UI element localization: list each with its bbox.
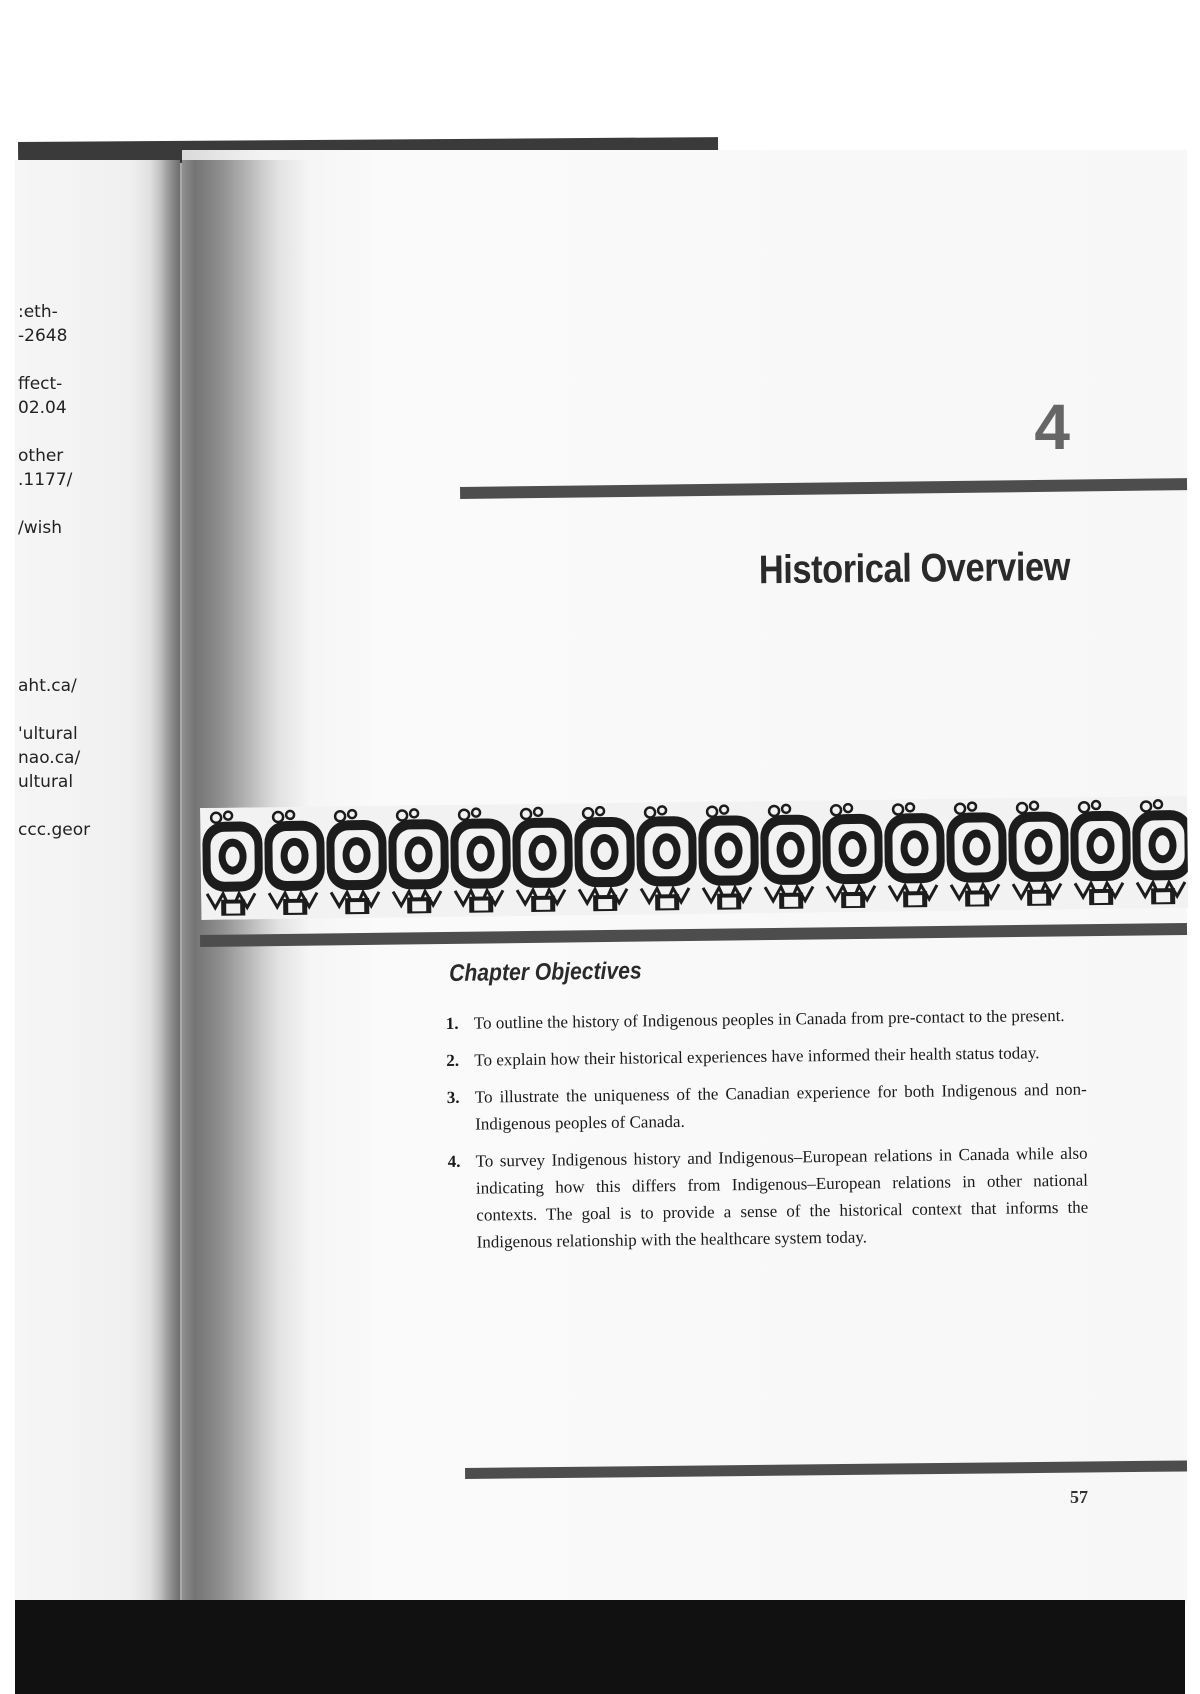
objective-item bbox=[446, 1039, 1086, 1074]
margin-fragment: .1177/ bbox=[18, 470, 73, 490]
chapter-title: Historical Overview bbox=[758, 545, 1071, 593]
objective-number: 2. bbox=[446, 1050, 460, 1070]
margin-fragment: /wish bbox=[18, 518, 62, 538]
margin-fragment: aht.ca/ bbox=[18, 676, 77, 696]
left-page-text-fragments bbox=[18, 300, 108, 842]
objective-number: 4. bbox=[447, 1151, 461, 1171]
objective-text: To survey Indigenous history and Indigenous–European relations in Canada while also indicating how this differs from Indigenous–European relations in other national contexts. The goal is to provide a sense of the historical context that informs the Indigenous relationship with the healthcare system today. bbox=[475, 1143, 1089, 1252]
margin-fragment: 'ultural bbox=[18, 724, 78, 744]
scan-shadow-bottom bbox=[15, 1600, 1185, 1694]
chapter-number: 4 bbox=[1034, 391, 1070, 463]
margin-fragment: other bbox=[18, 446, 64, 466]
objective-text: To illustrate the uniqueness of the Canadian experience for both Indigenous and non-Indigenous peoples of Canada. bbox=[474, 1079, 1087, 1134]
margin-fragment: ffect- bbox=[18, 374, 63, 394]
objective-text: To explain how their historical experiences have informed their health status today. bbox=[474, 1043, 1040, 1070]
objectives-heading: Chapter Objectives bbox=[448, 957, 642, 987]
objective-item bbox=[447, 1140, 1088, 1256]
objective-number: 1. bbox=[445, 1013, 459, 1033]
page-number: 57 bbox=[1070, 1487, 1088, 1507]
margin-fragment: ccc.geor bbox=[18, 820, 91, 840]
objective-text: To outline the history of Indigenous peoples in Canada from pre-contact to the present. bbox=[473, 1005, 1065, 1033]
objective-number: 3. bbox=[446, 1087, 460, 1107]
objectives-list bbox=[446, 1002, 1089, 1256]
indigenous-art-border bbox=[200, 796, 1188, 920]
margin-fragment: nao.ca/ bbox=[18, 748, 81, 768]
margin-fragment: 02.04 bbox=[18, 398, 67, 418]
objective-item bbox=[447, 1076, 1088, 1138]
margin-fragment: :eth- bbox=[18, 302, 58, 322]
margin-fragment: -2648 bbox=[18, 326, 68, 346]
margin-fragment: ultural bbox=[18, 772, 74, 792]
objective-item bbox=[446, 1002, 1086, 1037]
chapter-objectives bbox=[445, 952, 1089, 1266]
